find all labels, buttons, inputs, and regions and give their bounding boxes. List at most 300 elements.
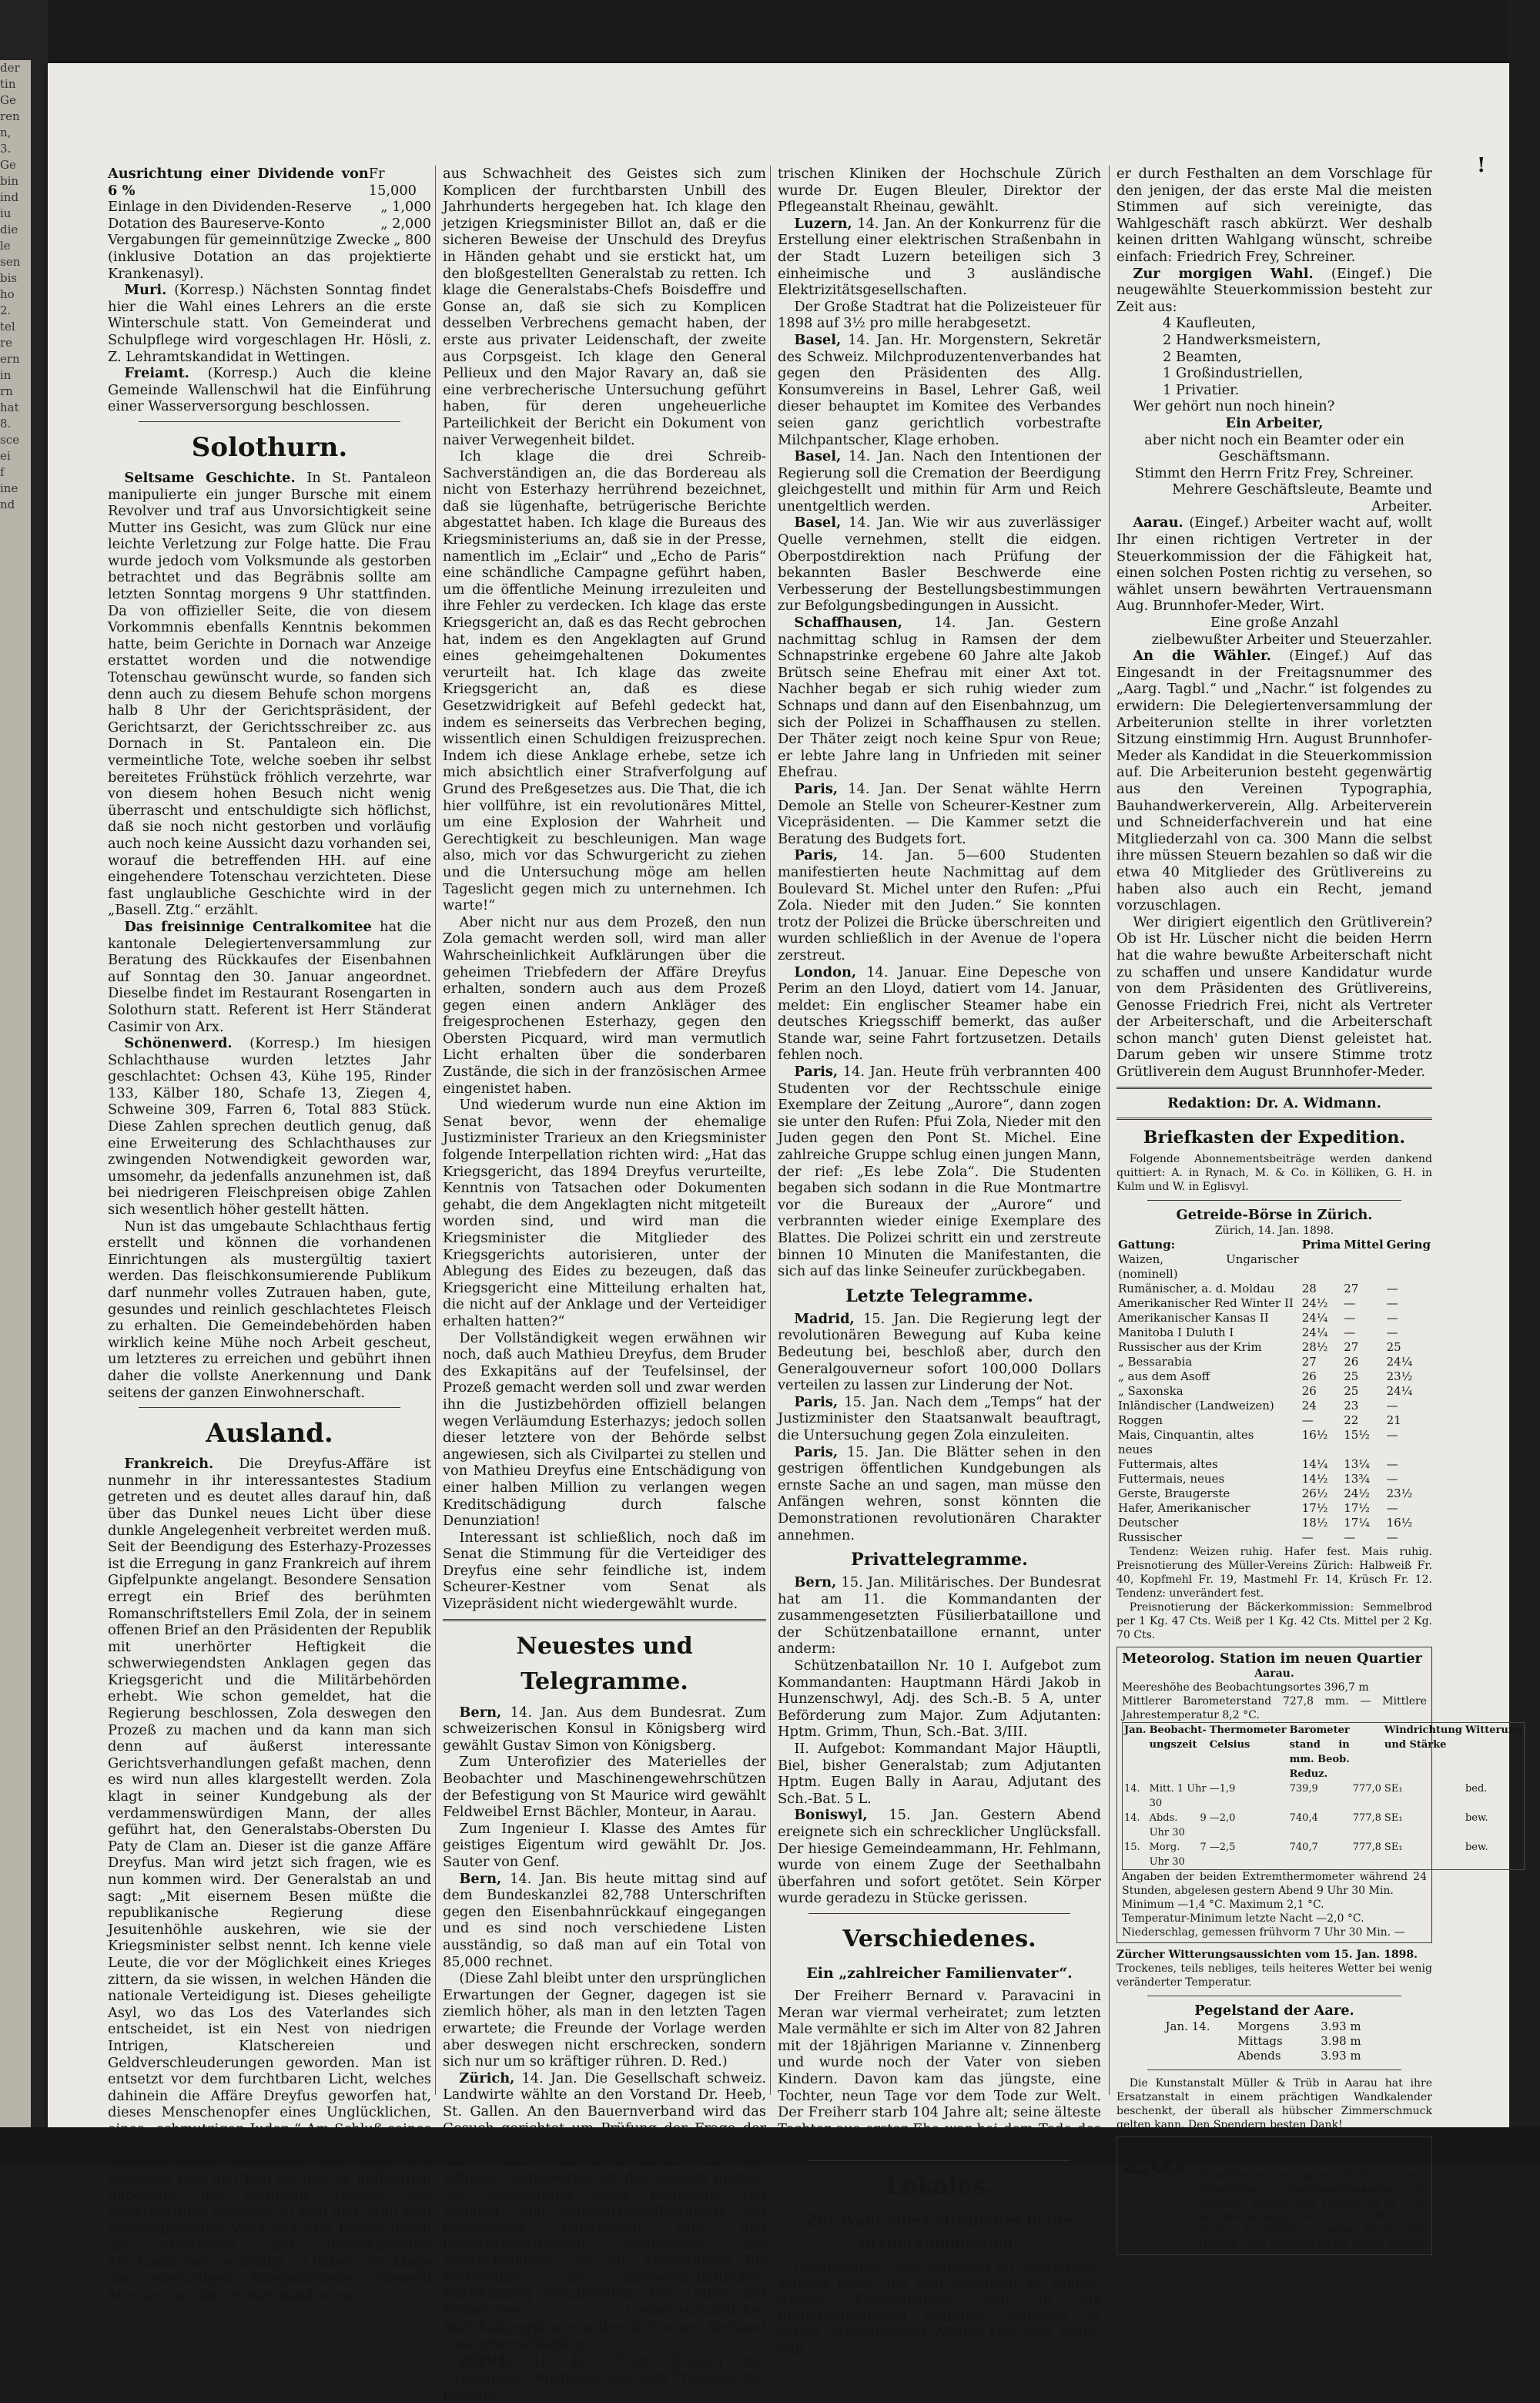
article-text: 15. Jan. Nach dem „Temps“ hat der Justizminister den Staatsanwalt beauftragt, die Untersuchung gegen Zola einzuleiten. (778, 1393, 1101, 1443)
table-cell: 22 (1344, 1413, 1359, 1427)
article-text: Interessant ist schließlich, noch daß im Senat die Stimmung für die Verteidiger des Dreyfus eine sehr feindliche ist, indem Scheurer-Kestner vom Senat als Vizepräsident nicht wiedergewählt wurde. (443, 1529, 766, 1613)
finance-row (108, 232, 431, 249)
article-heading: Boniswyl, (794, 1807, 868, 1824)
article-zuerich-2 (443, 2353, 766, 2403)
section-heading-ausland: Ausland. (206, 1418, 333, 1450)
table-cell: — (1386, 1281, 1398, 1295)
divider (808, 2160, 1070, 2161)
table-cell: 28½ (1301, 1339, 1328, 1354)
table-cell: 23 (1344, 1398, 1359, 1413)
article-text: 14. Jan. 5—600 Studenten manifestierten heute Nachmittag auf dem Boulevard St. Michel unter den Rufen: „Pfui Zola. Nieder mit den Juden.“ Sie konnten trotz der Polizei die Brücke überschreiten und wurden schließlich in der Avenue de l'opera zerstreut. (778, 847, 1101, 964)
article-paris-3 (778, 1064, 1101, 1280)
grain-row (1116, 1282, 1432, 1296)
table-cell: —1,9 (1209, 1783, 1236, 1795)
weather-station-title: Meteorolog. Station im neuen Quartier (1122, 1650, 1422, 1667)
article-heading: Paris, (794, 1064, 839, 1081)
article-heading: Luzern, (794, 215, 852, 232)
previous-page-fragment: ind (0, 190, 19, 204)
previous-page-fragment: bis (0, 271, 18, 285)
table-cell: Amerikanischer Red Winter II (1118, 1295, 1294, 1310)
article-basel (778, 332, 1101, 448)
grain-row (1116, 1443, 1432, 1457)
table-cell: 27 (1344, 1339, 1359, 1354)
article-text: Und wiederum wurde nun eine Aktion im Senat bevor, wenn der ehemalige Justizminister Trarieux an den Kriegsminister folgende Interpellation richten wird: „Hat das Kriegsgericht, das 1894 Dreyfus verurteilte, Kenntnis von Tatsachen oder Dokumenten gehabt, die dem Angeklagten nicht mitgeteilt worden sind, und wird man die Kriegsminister die Mitglieder des Kriegsgerichts autorisieren, unter der Ablegung des Eides zu bezeugen, daß das Kriegsgericht eine Mitteilung erhalten hat, die nicht auf der Anklage und der Verteidiger erhalten hatten?“ (443, 1097, 766, 1329)
commission-list (1116, 315, 1432, 398)
article-schaffhausen (778, 615, 1101, 781)
finance-amount: Fr 15,000 (368, 166, 417, 199)
table-cell: 14½ (1301, 1471, 1328, 1486)
table-cell: 21 (1386, 1413, 1401, 1427)
article-text: Stimmt den Herrn Fritz Frey, Schreiner. (1134, 464, 1414, 481)
section-heading-lokales: Lokales. (886, 2172, 993, 2200)
finance-amount: „ 800 (393, 232, 431, 249)
article-text: (Eingesandt.) Viel Aufwand an Schreiberei scheint nötig, um den Aarauern zu zeigen, welche Persönlichkeit sich in die Steuerkommission entfaltet, während es jedem unbefangenen Wähler klar sein sollte, daß (778, 2257, 1101, 2358)
finance-label: Vergabungen für gemeinnützige Zwecke (108, 232, 390, 249)
finance-note: (inklusive Dotation an das projektierte Krankenasyl). (108, 248, 431, 282)
table-cell: — (1386, 1471, 1398, 1486)
table-cell: 14¼ (1301, 1456, 1328, 1471)
previous-page-fragment: hat (0, 400, 19, 414)
article-seltsam (108, 470, 431, 919)
article-heading: Basel, (794, 514, 842, 531)
divider (808, 1913, 1070, 1914)
table-header-cell: Windrichtung und Stärke (1384, 1724, 1462, 1751)
table-cell: 26 (1344, 1354, 1359, 1369)
article-text: 14. Jan. Nach den Intentionen der Regierung soll die Cremation der Beerdigung gleichgestellt und mithin für Arm und Reich unentgeltlich werden. (778, 448, 1102, 514)
table-cell (1385, 1443, 1432, 1457)
list-item: 4 Kaufleuten, (1163, 315, 1256, 332)
article-heading: Bern, (794, 1574, 837, 1591)
kunstanstalt-note: Die Kunstanstalt Müller & Trüb in Aarau hat ihre Ersatzanstalt in einem prächtigen Wandkalender beschenkt, der überall als hübscher Zimmerschmuck gelten kann. Den Spendern besten Dank! (1116, 2077, 1432, 2132)
article-paris-4 (778, 1394, 1101, 1444)
finance-amount: „ 2,000 (380, 215, 431, 232)
grain-exchange-table (1116, 1238, 1432, 1545)
table-cell: — (1386, 1325, 1398, 1339)
article-heading: Madrid, (794, 1310, 855, 1327)
section-heading-privattelegramme: Privattelegramme. (851, 1550, 1028, 1570)
weather-station-place: Aarau. (1254, 1667, 1294, 1681)
table-cell: 25 (1386, 1339, 1401, 1354)
table-cell: — (1344, 1295, 1356, 1310)
table-cell: 26½ (1301, 1486, 1328, 1500)
list-item: 1 Großindustriellen, (1163, 365, 1304, 382)
finance-table (108, 166, 431, 282)
table-cell: 25 (1344, 1383, 1359, 1398)
table-header-cell: Jan. (1124, 1724, 1147, 1737)
table-cell: neues (1118, 1442, 1153, 1456)
article-heading: Paris, (794, 780, 839, 797)
table-header-cell: Beobacht-ungszeit (1149, 1724, 1207, 1751)
table-cell (1301, 1443, 1342, 1457)
weather-note: Niederschlag, gemessen frühvorm 7 Uhr 30 Min. — (1122, 1926, 1405, 1939)
table-cell: 17¼ (1344, 1515, 1370, 1530)
article-muri (108, 282, 431, 365)
table-cell: Inländischer (Landweizen) (1118, 1398, 1274, 1413)
table-cell: SE₁ (1384, 1812, 1403, 1825)
table-cell: 777,0 (1352, 1783, 1381, 1795)
article-text: aus Schwachheit des Geistes sich zum Komplicen der furchtbarsten Unbill des Jahrhunderts hergegeben hat. Ich klage den jetzigen Kriegsminister Billot an, daß er die sicheren Beweise der Unschuld des Dreyfus in Händen gehabt und sie erstickt hat, um den bloßgestellten Generalstab zu retten. Ich klage die Generalstabs-Chefs Boisdeffre und Gonse an, daß sie sich zu Komplicen desselben Verbrechens gemacht haben, der erste aus privater Leidenschaft, der zweite aus Corpsgeist. Ich klage den General Pellieux und den Major Ravary an, daß sie eine verbrecherische Untersuchung geführt haben, für deren ungeheuerliche Parteilichkeit der Bericht ein Dokument von naiver Verwegenheit bildet. (443, 166, 766, 448)
article-bern-2 (443, 1871, 766, 1971)
table-cell: 23½ (1386, 1486, 1413, 1500)
table-cell: 740,7 (1289, 1842, 1318, 1854)
grain-row (1116, 1340, 1432, 1355)
previous-page-fragment: der (0, 61, 20, 75)
article-aarau (1116, 514, 1432, 615)
table-cell: —2,5 (1209, 1842, 1236, 1854)
article-bern-3 (778, 1574, 1101, 1657)
list-item: 1 Privatier. (1163, 381, 1240, 398)
table-cell: 14. (1124, 1812, 1140, 1825)
table-cell (1164, 2049, 1237, 2063)
article-text: 14. Jan. Der Senat wählte Herrn Demole an Stelle von Scheurer-Kestner zum Vicepräsidenten. — Die Kammer setzt die Beratung des Budgets fort. (778, 780, 1102, 847)
article-text: 14. Jan. Gestern nachmittag schlug in Ramsen der dem Schnapstrinke ergebene 60 Jahre alte Jakob Brütsch seine Ehefrau mit einer Axt tot. Nachher begab er sich ruhig wieder zum Schnaps und dann auf den Eisenbahnzug, um sich der Polizei in Schaffhausen zu stellen. Der Thäter zeigt noch keine Spur von Reue; er lebte Jahre lang in Unfrieden mit seiner Ehefrau. (778, 615, 1102, 781)
article-text: (Eingef.) Arbeiter wacht auf, wollt Ihr einen richtigen Vertreter in der Steuerkommission der die Fähigkeit hat, einen solchen Posten richtig zu versehen, so wählet unsern bewährten Vertrauensmann Aug. Brunnhofer-Meder, Wirt. (1116, 514, 1432, 615)
table-cell: — (1386, 1295, 1398, 1310)
table-cell: „ aus dem Asoff (1118, 1369, 1210, 1383)
previous-page-fragment: tin (0, 77, 16, 91)
previous-page-fragment: nd (0, 498, 15, 511)
article-paris-2 (778, 847, 1101, 964)
article-heading: Zürich, (459, 2070, 515, 2086)
table-header-cell: Gattung: (1118, 1237, 1176, 1252)
previous-page-fragment: sen (0, 255, 21, 269)
table-header-row (1116, 1238, 1432, 1252)
table-header-cell: Thermometer Celsius (1209, 1724, 1287, 1751)
grain-row (1116, 1472, 1432, 1486)
grain-row (1116, 1486, 1432, 1501)
table-cell: 24¼ (1386, 1354, 1413, 1369)
table-cell: — (1386, 1530, 1398, 1544)
article-text: 14. Januar. Eine Depesche von Perim an den Lloyd, datiert vom 14. Januar, meldet: Ein englischer Steamer habe ein deutsches Kriegsschiff bemerkt, das außer Stande war, seine Fahrt fortzusetzen. Details fehlen noch. (778, 964, 1102, 1064)
grain-row (1116, 1530, 1432, 1545)
grain-row (1116, 1369, 1432, 1384)
article-text: trischen Kliniken der Hochschule Zürich wurde Dr. Eugen Bleuler, Direktor der Pflegeanstalt Rheinau, gewählt. (778, 166, 1101, 216)
table-cell: „ Bessarabia (1118, 1354, 1193, 1369)
table-cell: Deutscher (1118, 1515, 1179, 1530)
previous-page-fragment: Ge (0, 158, 16, 172)
previous-page-fragment: in (0, 368, 12, 382)
article-text: (Eingef.) Die neugewählte Steuerkommission besteht zur Zeit aus: (1116, 265, 1432, 315)
table-cell: — (1386, 1500, 1398, 1515)
finance-row (108, 166, 431, 199)
grain-row (1116, 1311, 1432, 1326)
table-header-row (1123, 1723, 1525, 1782)
table-cell: — (1386, 1427, 1398, 1442)
table-cell: — (1386, 1456, 1398, 1471)
table-cell: Futtermais, neues (1118, 1471, 1225, 1486)
table-cell: 777,8 (1352, 1842, 1381, 1854)
article-frankreich (108, 1456, 431, 2304)
grain-row (1116, 1399, 1432, 1413)
grain-row (1116, 1457, 1432, 1472)
table-cell: 14. (1124, 1783, 1140, 1795)
article-text: Der Vollständigkeit wegen erwähnen wir noch, daß auch Mathieu Dreyfus, dem Bruder des Exkapitäns auf der Teufelsinsel, der Prozeß gemacht werden soll und zwar werden ihn die Justizbehörden offiziell belangen wegen Verläumdung Esterhazys; jedoch sollen dieser letztere von der Behörde selbst angewiesen, sich als Civilpartei zu stellen und von Mathieu Dreyfus eine Entschädigung von einer halben Million zu verlangen wegen Kreditschädigung durch falsche Denunziation! (443, 1329, 766, 1530)
weather-note: Temperatur-Minimum letzte Nacht —2,0 °C. (1122, 1912, 1364, 1925)
ad-initial: Zur (1122, 2140, 1193, 2182)
table-cell: Manitoba I Duluth I (1118, 1325, 1234, 1339)
divider (443, 1619, 766, 1621)
weather-row (1123, 1781, 1525, 1811)
article-heading: Paris, (794, 847, 839, 864)
table-cell: 13¾ (1344, 1471, 1370, 1486)
article-heading: Ein Arbeiter, (1225, 414, 1324, 431)
water-level-row (1164, 2019, 1385, 2034)
grain-row (1116, 1252, 1432, 1282)
table-cell: 24¼ (1301, 1310, 1328, 1325)
table-cell: — (1344, 1530, 1356, 1544)
previous-page-fragment: 2. (0, 303, 12, 317)
article-text: 14. Jan. Bis heute mittag sind auf dem Bundeskanzlei 82,788 Unterschriften gegen den Eisenbahnrückkauf eingegangen und es sind noch verschiedene Listen ausständig, so daß man auf ein Total von 85,000 rechnet. (443, 1870, 766, 1970)
table-cell: Morg. 7 Uhr 30 (1149, 1842, 1207, 1868)
table-cell: 28 (1301, 1281, 1317, 1295)
article-text: Wer gehört nun noch hinein? (1133, 398, 1335, 415)
article-text: (Diese Zahl bleibt unter den ursprünglichen Erwartungen der Gegner, dagegen ist sie ziemlich höher, als man in den letzten Tagen erwartete; die Freunde der Vorlage werden aber deswegen nicht erschrecken, sondern sich nur um so kräftiger rühren. D. Red.) (443, 1970, 766, 2070)
table-cell: 24½ (1301, 1295, 1328, 1310)
previous-page-text-fragments (0, 60, 31, 513)
weather-forecast-title: Zürcher Witterungsaussichten vom 15. Jan. 1898. (1116, 1949, 1418, 1962)
section-heading-neuestes: Neuestes und Telegramme. (516, 1632, 693, 1695)
previous-page-fragment: le (0, 239, 11, 253)
previous-page-fragment: rn (0, 384, 13, 398)
divider (139, 1407, 400, 1408)
market-trend: Tendenz: Weizen ruhig. Hafer fest. Mais ruhig. Preisnotierung des Müller-Vereins Zürich: Halbweiß Fr. 40, Kopfmehl Fr. 19, Mastmehl Fr. 14, Krüsch Fr. 12. Tendenz: unverändert fest. (1116, 1545, 1432, 1600)
article-waehler (1116, 648, 1432, 914)
article-text: 15. Jan. Gestern Abend ereignete sich ein schrecklicher Unglücksfall. Der hiesige Gemeindeammann, Hr. Fehlmann, wurde von einem Zuge der Seethalbahn überfahren und sofort getötet. Sein Körper wurde geradezu in Stücke gerissen. (778, 1807, 1101, 1907)
weather-altitude: Meereshöhe des Beobachtungsortes 396,7 m (1122, 1681, 1369, 1694)
water-level-row (1164, 2049, 1385, 2063)
article-centralkomitee (108, 919, 431, 1035)
grain-row (1116, 1516, 1432, 1530)
table-cell: — (1386, 1398, 1398, 1413)
previous-page-fragment: ine (0, 481, 18, 495)
divider (1147, 1200, 1401, 1201)
table-cell: 777,8 (1352, 1812, 1381, 1825)
previous-page-fragment: ho (0, 287, 15, 301)
table-cell: Amerikanischer Kansas II (1118, 1310, 1269, 1325)
article-heading: London, (794, 964, 857, 980)
previous-page-fragment: bin (0, 174, 19, 188)
previous-page-fragment: ern (0, 352, 20, 366)
previous-page-edge (0, 60, 31, 2140)
table-cell: Morgens (1237, 2019, 1290, 2034)
table-cell: 24½ (1344, 1486, 1370, 1500)
article-bern (443, 1704, 766, 1754)
finance-row (108, 199, 431, 216)
grain-row (1116, 1384, 1432, 1399)
article-text: II. Aufgebot: Kommandant Major Häuptli, Biel, bisher Generalstab; zum Adjutanten Hptm. Eugen Bally in Aarau, Adjutant des Sch.-Bat. 5 L. (778, 1741, 1101, 1807)
grain-row (1116, 1326, 1432, 1340)
table-header-cell: Witterung (1465, 1724, 1523, 1737)
editor-credit: Redaktion: Dr. A. Widmann. (1167, 1094, 1381, 1111)
table-title: Getreide-Börse in Zürich. (1176, 1207, 1373, 1224)
article-heading: Schönenwerd. (124, 1035, 233, 1052)
water-level-table (1164, 2019, 1385, 2063)
ad-footer: Muster der Stoffe und sofort franko. Für Herren- und Knabenkleider sofort franko. (1198, 2224, 1427, 2251)
table-cell: SE₁ (1384, 1783, 1403, 1795)
article-basel-2 (778, 448, 1101, 514)
article-heading: Bern, (459, 1870, 502, 1887)
article-text: 15. Jan. Die Blätter sehen in den gestrigen öffentlichen Kundgebungen als ernste Sache an und sagen, man müsse den Anfängen wehren, sonst könnten die Demonstrationen revolutionären Charakter annehmen. (778, 1443, 1102, 1543)
weather-forecast-text: Trockenes, teils nebliges, teils heiteres Wetter bei wenig veränderter Temperatur. (1116, 1962, 1432, 1989)
article-heading: Frankreich. (124, 1456, 214, 1473)
article-heading: Ein „zahlreicher Familienvater“. (806, 1964, 1073, 1982)
article-paris-5 (778, 1444, 1101, 1544)
table-header-cell (1351, 1723, 1383, 1782)
page-mark: ! (1477, 154, 1486, 177)
article-text: 14. Jan. Hr. Morgenstern, Sekretär des Schweiz. Milchproduzentenverbandes hat gegen den Präsidenten des Allg. Konsumvereins in Basel, Lehrer Gaß, weil dieser behauptet im Komitee des Verbandes seien ganz gerichtlich vorbestrafte Milchpantscher, Klage erhoben. (778, 331, 1101, 448)
table-cell (1301, 1252, 1342, 1282)
article-signature: Eine große Anzahl (1210, 615, 1339, 632)
table-cell: — (1344, 1325, 1356, 1339)
article-text: 14. Jan. Heute früh verbrannten 400 Studenten vor der Rechtsschule einige Exemplare der Zeitung „Aurore“, dann zogen sie unter den Rufen: Pfui Zola, Nieder mit den Juden gegen den Pont St. Michel. Eine zahlreiche Gruppe schlug einen jungen Mann, der rief: „Es lebe Zola“. Die Studenten begaben sich sodann in die Rue Montmartre vor die Bureaux der „Aurore“ und verbrannten wieder einige Exemplare des Blattes. Die Polizei schritt ein und zerstreute binnen 10 Minuten die Manifestanten, die sich auf das linke Seineufer zurückbegaben. (778, 1064, 1101, 1280)
grain-row (1116, 1501, 1432, 1516)
table-cell: 15½ (1344, 1427, 1370, 1442)
table-cell: 3.98 m (1321, 2034, 1361, 2049)
article-text: aber nicht noch ein Beamter oder ein Geschäftsmann. (1144, 431, 1404, 465)
article-freiamt (108, 365, 431, 415)
table-cell: Gerste, Braugerste (1118, 1486, 1230, 1500)
weather-note: Angaben der beiden Extremthermometer während 24 Stunden, abgelesen gestern Abend 9 Uhr 30 Min. (1122, 1871, 1427, 1898)
article-text: Der Große Stadtrat hat die Polizeisteuer für 1898 auf 3½ pro mille herabgesetzt. (778, 298, 1101, 332)
previous-page-fragment: tel (0, 320, 15, 333)
table-cell: Jan. 14. (1165, 2019, 1210, 2034)
weather-note: Minimum —1,4 °C. Maximum 2,1 °C. (1122, 1899, 1324, 1912)
table-cell: Futtermais, altes (1118, 1456, 1218, 1471)
article-boniswyl (778, 1807, 1101, 1907)
table-cell: 24 (1301, 1398, 1317, 1413)
previous-page-fragment: f (0, 465, 5, 479)
previous-page-fragment: sce (0, 433, 19, 447)
divider (1116, 1087, 1432, 1089)
table-cell: — (1386, 1310, 1398, 1325)
section-heading-solothurn: Solothurn. (191, 431, 348, 463)
article-text: Zum Unterofizier des Materielles der Beobachter und Maschinengewehrschützen der Befestigung von St Maurice wird gewählt Feldweibel Ernst Bächler, Monteur, in Aarau. (443, 1754, 766, 1821)
table-cell (1342, 1443, 1384, 1457)
table-cell: Abds. 9 Uhr 30 (1149, 1812, 1207, 1839)
article-heading: Das freisinnige Centralkomitee (124, 918, 372, 935)
article-text: (Eingef.) Auf das Eingesandt in der Freitagsnummer des „Aarg. Tagbl.“ und „Nachr.“ ist folgendes zu erwidern: Die Delegiertenversammlung der Arbeiterunion stellte in ihrer vorletzten Sitzung einstimmig Hrn. August Brunnhofer-Meder als Kandidat in die Steuerkommission auf. Die Arbeiterunion besteht gegenwärtig aus den Vereinen Typographia, Bauhandwerkerverein, Allg. Arbeiterverein und Schneiderfachverein und hat eine Mitgliederzahl von ca. 300 Mann die selbst ihre müssen Steuern bezahlen so daß wir die etwa 40 Mitglieder des Grütlivereins zu haben also auch ein Recht, jemand vorzuschlagen. (1116, 648, 1432, 914)
table-cell: 740,4 (1289, 1812, 1318, 1825)
previous-page-fragment: re (0, 336, 13, 350)
column-2 (443, 166, 767, 2402)
article-heading: Zur Wahl eines Mitgliedes in die Steuerkommission. (805, 2211, 1073, 2252)
previous-page-fragment: 3. (0, 142, 12, 156)
table-cell: 17½ (1301, 1500, 1328, 1515)
article-heading: Freiamt. (124, 365, 189, 382)
table-cell: Hafer, Amerikanischer (1118, 1500, 1250, 1515)
article-text: 14. Jan. Wie wir aus zuverlässiger Quelle vernehmen, stellt die eidgen. Oberpostdirektion nach Prüfung der bekannten Basler Beschwerde eine Verbesserung der Bestellungsbestimmungen zur Befolgungsbedingungen in Aussicht. (778, 514, 1101, 615)
article-heading: An die Wähler. (1133, 648, 1271, 665)
article-text: 15. Jan. Die Regierung legt der revolutionären Bewegung auf Kuba keine Bedeutung bei, beschloß aber, durch den Generalgouverneur sofort 100,000 Dollars verteilen zu lassen zur Linderung der Not. (778, 1310, 1101, 1394)
finance-label: Einlage in den Dividenden-Reserve (108, 199, 352, 216)
weather-row (1123, 1811, 1525, 1840)
table-cell: bew. (1465, 1812, 1488, 1825)
article-text: Nun ist das umgebaute Schlachthaus fertig erstellt und können die vorhandenen Einrichtungen als mustergültig taxiert werden. Das fleischkonsumierende Publikum darf nunmehr volles Zutrauen haben, gute, gesundes und reinlich geschlachtetes Fleisch zu erhalten. Die Gemeindebehörden haben wirklich keine Mühe noch Arbeit gescheut, um letzteres zu erreichen und gebührt ihnen daher die vollste Anerkennung und Dank seitens der ganzen Einwohnerschaft. (108, 1218, 431, 1401)
column-1 (108, 166, 432, 2304)
article-text: (Korresp.) Nächsten Sonntag findet hier die Wahl eines Lehrers an die erste Winterschule statt. Von Gemeinderat und Schulpflege wird vorgeschlagen Hr. Hösli, z. Z. Lehramtskandidat in Wettingen. (108, 282, 432, 365)
article-text: Wer dirigiert eigentlich den Grütliverein? Ob ist Hr. Lüscher nicht die beiden Herrn hat die wahre bewußte Arbeiterschaft nicht zu schaffen und unsere Kandidatur wurde von dem Präsidenten des Grütlivereins, Genosse Friedrich Frei, nicht als Vertreter der Arbeiterschaft, und die Arbeiterschaft schon manch' guten Dienst geleistet hat. Darum geben wir unsere Stimme trotz Grütliverein dem August Brunnhofer-Meder. (1116, 913, 1432, 1081)
article-heading: Paris, (794, 1393, 839, 1410)
article-heading: Aarau. (1133, 514, 1183, 531)
article-schoenenwerd (108, 1035, 431, 1218)
article-heading: Seltsame Geschichte. (124, 469, 296, 486)
table-cell: Waizen, Ungarischer (nominell) (1118, 1252, 1299, 1281)
article-heading: Basel, (794, 331, 842, 348)
article-text: 14. Jan. An der Konkurrenz für die Erstellung einer elektrischen Straßenbahn in der Stadt Luzern beteiligen sich 3 einheimische und 3 ausländische Elektrizitätsgesellschaften. (778, 215, 1102, 299)
article-madrid (778, 1311, 1101, 1394)
section-heading-verschiedenes: Verschiedenes. (842, 1925, 1036, 1952)
previous-page-fragment: ei (0, 449, 11, 463)
section-heading-briefkasten: Briefkasten der Expedition. (1143, 1128, 1406, 1148)
article-text: (Korresp.) Auch die kleine Gemeinde Wallenschwil hat die Einführung einer Wasserversorgung beschlossen. (108, 365, 431, 415)
water-level-row (1164, 2034, 1385, 2049)
table-cell: — (1344, 1310, 1356, 1325)
weather-averages: Mittlerer Barometerstand 727,8 mm. — Mittlere Jahrestemperatur 8,2 °C. (1122, 1695, 1427, 1722)
table-cell: bew. (1465, 1842, 1488, 1854)
article-text: Zum Ingenieur I. Klasse des Amtes für geistiges Eigentum wird gewählt Dr. Jos. Sauter von Genf. (443, 1820, 766, 1870)
table-cell: 26 (1301, 1383, 1317, 1398)
article-basel-3 (778, 514, 1101, 615)
list-item: 2 Beamten, (1163, 348, 1242, 365)
table-cell: 25 (1344, 1369, 1359, 1383)
table-cell: „ Saxonska (1118, 1383, 1183, 1398)
table-cell: Mitt. 1 Uhr 30 (1149, 1783, 1207, 1810)
article-text: Schützenbataillon Nr. 10 I. Aufgebot zum Kommandanten: Hauptmann Härdi Jakob in Hunzenschwyl, Adj. des Sch.-B. 5 A, unter Beförderung zum Major. Zum Adjutanten: Hptm. Grimm, Thun, Sch.-Bat. 3/III. (778, 1657, 1101, 1741)
table-header-cell: Gering (1386, 1237, 1431, 1252)
table-cell: 15. (1124, 1842, 1140, 1854)
advertisement (1116, 2137, 1432, 2255)
finance-amount: „ 1,000 (380, 199, 431, 216)
article-text: (Korresp.) Im hiesigen Schlachthause wurden letztes Jahr geschlachtet: Ochsen 43, Kühe 195, Rinder 133, Kälber 180, Schafe 13, Ziegen 4, Schweine 309, Farren 6, Total 883 Stück. Diese Zahlen sprechen deutlich genug, daß eine Erweiterung des Schlachthauses zur zwingenden Notwendigkeit geworden war, umsomehr, da jedenfalls anzunehmen ist, daß bei niedrigeren Fleischpreisen obige Zahlen sich wesentlich höher gestellt hätten. (108, 1035, 432, 1218)
weather-row (1123, 1840, 1525, 1870)
previous-page-fragment: iu (0, 206, 12, 220)
finance-row (108, 216, 431, 233)
article-text: Ich klage die drei Schreib-Sachverständigen an, die das Bordereau als nicht von Esterhazy herrührend bezeichnet, daß sie lügenhafte, betrügerische Berichte abgestattet haben. Ich klage die Bureaus des Kriegsministeriums an, daß sie in der Presse, namentlich im „Eclair“ und „Echo de Paris“ eine schändliche Campagne geführt haben, um die öffentliche Meinung irrezuleiten und ihre Fehler zu verdecken. Ich klage das erste Kriegsgericht an, daß es das Recht gebrochen hat, indem es den Angeklagten auf Grund eines geheimgehaltenen Dokumentes verurteilt hat. Ich klage das zweite Kriegsgericht an, daß es diese Gesetzwidrigkeit auf Befehl gedeckt hat, indem es seinerseits das Verbrechen beging, wissentlich einen Schuldigen freizusprechen. Indem ich diese Anklage erhebe, setze ich mich absichtlich einer Strafverfolgung auf Grund des Preßgesetzes aus. Die That, die ich hier vollführe, ist ein revolutionäres Mittel, um eine Explosion der Wahrheit und Gerechtigkeit zu beschleunigen. Man wage also, mich vor das Schwurgericht zu ziehen und die Untersuchung möge am hellen Tageslicht gegen mich zu unternehmen. Ich warte!“ (443, 448, 766, 914)
column-rule (435, 166, 436, 2095)
grain-row (1116, 1355, 1432, 1369)
table-cell: Roggen (1118, 1413, 1163, 1427)
table-cell (1164, 2034, 1237, 2049)
article-heading: Bern, (459, 1704, 502, 1721)
ad-text (1198, 2140, 1427, 2251)
table-cell: 23½ (1386, 1369, 1413, 1383)
table-cell (1342, 1252, 1384, 1282)
previous-page-fragment: ren (0, 109, 20, 123)
article-signature: zielbewußter Arbeiter und Steuerzahler. (1151, 631, 1432, 648)
table-cell: Abends (1237, 2049, 1281, 2063)
table-header-cell: Barometer stand in mm. Beob. Reduz. (1289, 1724, 1350, 1781)
weather-table (1122, 1722, 1525, 1870)
table-cell: 16½ (1301, 1427, 1328, 1442)
article-luzern (778, 216, 1101, 299)
table-cell: bed. (1465, 1783, 1488, 1795)
table-cell: 26 (1301, 1369, 1317, 1383)
article-heading: Basel, (794, 448, 842, 465)
article-london (778, 964, 1101, 1064)
article-text: 14. Jan. Aus dem Bundesrat. Zum schweizerischen Konsul in Königsberg wird gewählt Gustav Simon von Königsberg. (443, 1704, 767, 1754)
previous-page-fragment: die (0, 223, 18, 236)
table-cell: Mais, Cinquantin, altes (1118, 1427, 1254, 1442)
divider (139, 421, 400, 422)
article-text: Folgende Abonnementsbeiträge werden dankend quittiert: A. in Rynach, M. & Co. in Kölliken, G. H. in Kulm und W. in Eglisvyl. (1116, 1153, 1432, 1194)
table-cell: Russischer (1118, 1530, 1182, 1544)
table-cell: 18½ (1301, 1515, 1328, 1530)
column-3 (778, 166, 1102, 2358)
article-text: er durch Festhalten an dem Vorschlage für den jenigen, der das erste Mal die meisten Stimmen auf sich vereinigte, das Wahlgeschäft rasch abkürzt. Wer deshalb keinen dritten Wahlgang wünscht, schreibe einfach: Friedrich Frey, Schreiner. (1116, 166, 1432, 265)
article-text: Aber nicht nur aus dem Prozeß, den nun Zola gemacht werden soll, wird man aller Wahrscheinlichkeit Aufklärungen über die geheimen Triebfedern der Affäre Dreyfus erhalten, sondern auch aus dem Prozeß gegen einen andern Ankläger des freigesprochenen Esterhazy, gegen den Obersten Picquard, wird man vermutlich Licht erhalten über die sonderbaren Zustände, die sich in der französischen Armee eingenistet haben. (443, 913, 766, 1097)
article-heading: Zürich, (459, 2352, 515, 2369)
table-cell: 3.93 m (1321, 2019, 1361, 2034)
